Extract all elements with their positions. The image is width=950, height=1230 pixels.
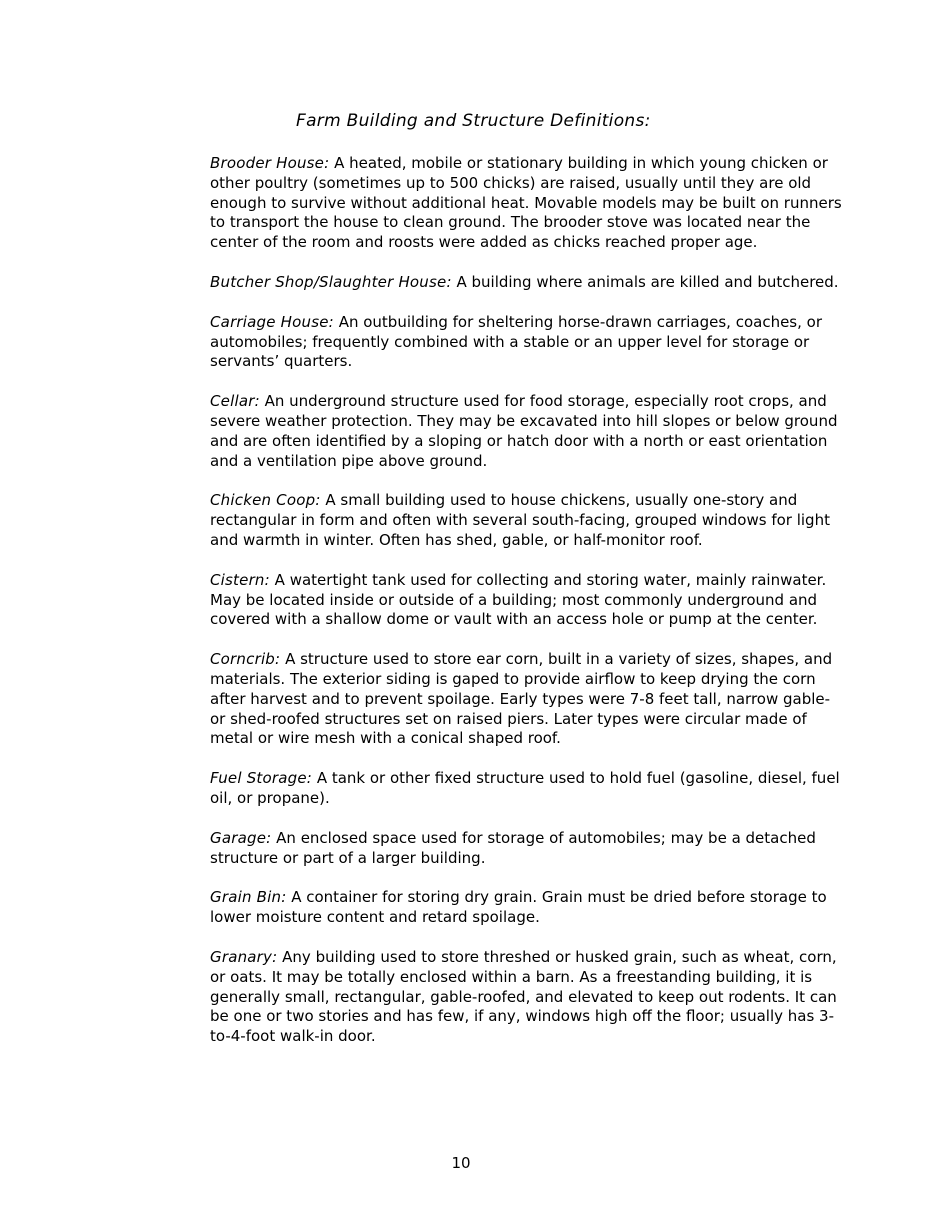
definition-term: Fuel Storage: <box>210 769 313 788</box>
definition-text: A heated, mobile or stationary building in which young chicken or other poultry (sometimes up to 500 chicks) are raised, usually until they are old enough to survive without additional heat. Movable models may be built on runners to transport the house to clean ground. The brooder stove was located near the center of the room and roosts were added as chicks reached proper age. <box>210 154 842 252</box>
definition-term: Carriage House: <box>210 312 334 331</box>
definition-brooder-house <box>210 154 842 253</box>
definition-text: A container for storing dry grain. Grain must be dried before storage to lower moisture content and retard spoilage. <box>210 888 827 927</box>
definition-term: Grain Bin: <box>210 888 287 907</box>
definitions-list <box>210 154 842 1067</box>
definition-text: An enclosed space used for storage of automobiles; may be a detached structure or part of a larger building. <box>210 828 816 867</box>
definition-cistern <box>210 571 842 630</box>
definition-text: A building where animals are killed and butchered. <box>451 272 839 291</box>
definition-text: A structure used to store ear corn, built in a variety of sizes, shapes, and materials. The exterior siding is gaped to provide airflow to keep drying the corn after harvest and to prevent spoilage. Early types were 7-8 feet tall, narrow gable- or shed-roofed structures set on raised piers. Later types were circular made of metal or wire mesh with a conical shaped roof. <box>210 650 833 748</box>
definition-text: A small building used to house chickens, usually one-story and rectangular in form and often with several south-facing, grouped windows for light and warmth in winter. Often has shed, gable, or half-monitor roof. <box>210 491 830 549</box>
definition-corncrib <box>210 650 842 749</box>
definition-text: An outbuilding for sheltering horse-drawn carriages, coaches, or automobiles; frequently combined with a stable or an upper level for storage or servants’ quarters. <box>210 312 823 371</box>
definition-cellar <box>210 392 842 471</box>
definition-term: Cistern: <box>210 570 270 589</box>
definition-term: Cellar: <box>210 392 260 411</box>
definition-term: Granary: <box>210 947 278 966</box>
page-title: Farm Building and Structure Definitions: <box>296 111 651 131</box>
definition-term: Brooder House: <box>210 154 330 172</box>
definition-granary <box>210 948 842 1047</box>
definition-text: An underground structure used for food storage, especially root crops, and severe weather protection. They may be excavated into hill slopes or below ground and are often identified by a sloping or hatch door with a north or east orientation and a ventilation pipe above ground. <box>210 392 838 470</box>
definition-grain-bin <box>210 888 842 928</box>
definition-text: A watertight tank used for collecting and storing water, mainly rainwater. May be located inside or outside of a building; most commonly underground and covered with a shallow dome or vault with an access hole or pump at the center. <box>210 570 827 629</box>
definition-garage <box>210 829 842 869</box>
definition-text: A tank or other fixed structure used to hold fuel (gasoline, diesel, fuel oil, or propane). <box>210 769 840 807</box>
definition-carriage-house <box>210 313 842 372</box>
definition-term: Chicken Coop: <box>210 491 321 510</box>
definition-fuel-storage <box>210 769 842 809</box>
page-number: 10 <box>451 1154 471 1172</box>
definition-text: Any building used to store threshed or husked grain, such as wheat, corn, or oats. It may be totally enclosed within a barn. As a freestanding building, it is generally small, rectangular, gable-roofed, and elevated to keep out rodents. It can be one or two stories and has few, if any, windows high off the floor; usually has 3-to-4-foot walk-in door. <box>210 947 837 1046</box>
definition-term: Garage: <box>210 828 272 847</box>
definition-term: Butcher Shop/Slaughter House: <box>210 272 452 291</box>
definition-chicken-coop <box>210 491 842 550</box>
definition-term: Corncrib: <box>210 650 281 669</box>
definition-butcher-shop <box>210 273 842 293</box>
